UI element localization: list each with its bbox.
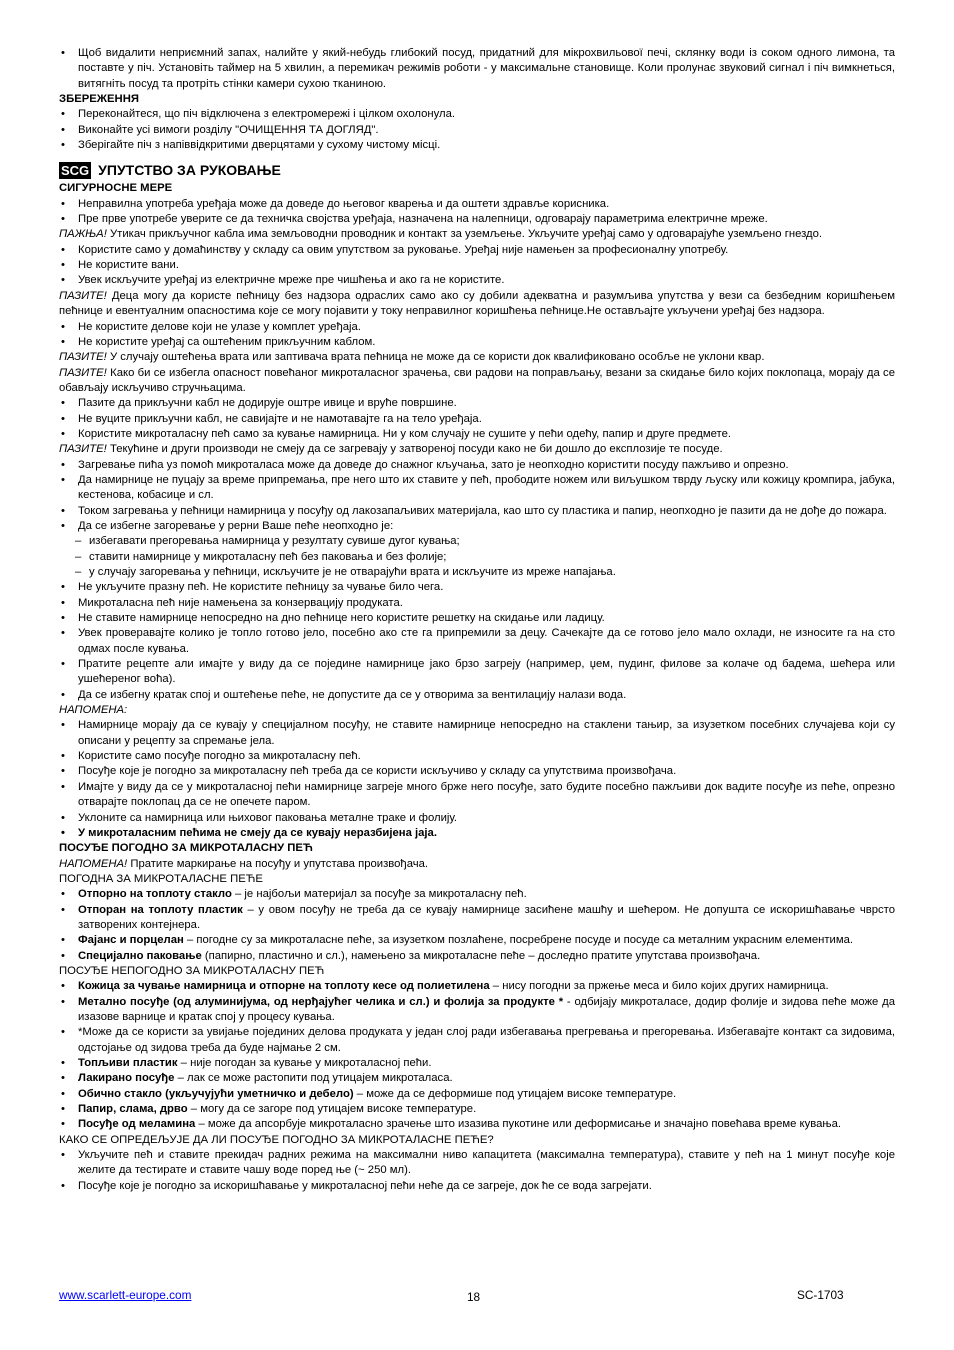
list-item: • Намирнице морају да се кувају у специјалном посуђу, не ставите намирнице непосредно на стаклени тањир, за изузетком посебних случајева који су описани у рецепту за спремање јела.: [59, 718, 895, 749]
cookware-heading: ПОСУЂЕ ПОГОДНО ЗА МИКРОТАЛАСНУ ПЕЋ: [59, 842, 313, 855]
item-term: Фајанс и порцелан: [78, 934, 184, 947]
list-item: [59, 979, 895, 994]
list-item: [59, 887, 895, 902]
model-number: SC-1703: [797, 1288, 844, 1302]
list-item: • Не користите вани.: [59, 258, 895, 273]
list-item: • Укључите пећ и ставите прекидач радних режима на максимални ниво капацитета (максимална температура), ставите у пећ на 1 минут посуђе које желите да тестирате и ставите чашу воде поред ње (~ 250 мл).: [59, 1148, 895, 1179]
cookware-note: [59, 857, 895, 872]
item-term: Посуђе од меламина: [78, 1118, 196, 1131]
warning-label: ПАЖЊА!: [59, 228, 107, 241]
sub-list-item: – у случају загоревања у пећници, искључите је не отварајући врата и искључите из мреже напајања.: [59, 565, 895, 580]
note-heading: [59, 703, 895, 718]
list-item: • Не ставите намирнице непосредно на дно пећнице него користите решетку на скидање или ладицу.: [59, 611, 895, 626]
sub-list-item: – избегавати прегоревања намирница у резултату сувише дугог кувања;: [59, 534, 895, 549]
item-term: Кожица за чување намирница и отпорне на топлоту кесе од полиетилена: [78, 980, 490, 993]
item-text: – није погодан за кување у микроталасној пећи.: [177, 1057, 432, 1069]
item-text: – нису погодни за пржење меса и било којих других намирница.: [489, 980, 829, 993]
list-item: • Посуђе које је погодно за искоришћавање у микроталасној пећи неће да се загреје, док ће се вода загрејати.: [59, 1179, 895, 1194]
item-term: Лакирано посуђе: [78, 1072, 175, 1085]
warning-text: Деца могу да користе пећницу без надзора одраслих само ако су добили адекватна и разумљива упутства у вези са безбедним коришћењем пећнице и евентуалним опасностима које се могу појавити у току неправилног коришћења пећнице.Не остављајте укључени уређај без надзора.: [59, 289, 895, 318]
list-item: • Загревање пића уз помоћ микроталаса може да доведе до снажног кључања, зато је неопходно користити посуду пажљиво и опрезно.: [59, 458, 895, 473]
warning-label: ПАЗИТЕ!: [59, 289, 107, 302]
storage-heading: ЗБЕРЕЖЕННЯ: [59, 93, 139, 106]
list-item: • Не користите делове који не улазе у комплет уређаја.: [59, 320, 895, 335]
item-term: Топљиви пластик: [78, 1057, 178, 1069]
list-item: • Не користите уређај са оштећеним прикључним каблом.: [59, 335, 895, 350]
page-footer: [59, 1288, 895, 1304]
language-badge: SCG: [61, 163, 90, 179]
item-term: Отпорно на топлоту стакло: [78, 888, 232, 901]
list-item: • Щоб видалити неприємний запах, налийте у який-небудь глибокий посуд, придатний для мікрохвильової печі, склянку води із соком одного лимона, та поставте у піч. Установіть таймер на 5 хвилин, а перемикач режимів роботи - у максимальне становище. Коли пролунає звуковий сигнал і піч вимкнеться, витягніть посуд та протріть стінки камери сухою тканиною.: [59, 46, 895, 92]
list-item: • Уклоните са намирница или њиховог паковања металне траке и фолију.: [59, 811, 895, 826]
list-item: [59, 933, 895, 948]
list-item: • Да се избегне загоревање у рерни Ваше пеће неопходно је:: [59, 519, 895, 534]
warning-text: У случају оштећења врата или заптивача врата пећница не може да се користи док квалификовано особље не уклони квар.: [106, 351, 765, 364]
note-label: НАПОМЕНА!: [59, 857, 128, 870]
list-item: [59, 949, 895, 964]
list-item: • Посуђе које је погодно за микроталасну пећ треба да се користи искључиво у складу са упутствима произвођача.: [59, 764, 895, 779]
item-text: – лак се може растопити под утицајем микроталаса.: [174, 1072, 453, 1085]
list-item: • Переконайтеся, що піч відключена з електромережі і цілком охолонула.: [59, 107, 895, 122]
list-item: [59, 995, 895, 1026]
item-term: Папир, слама, дрво: [78, 1103, 188, 1116]
suitable-heading: ПОГОДНА ЗА МИКРОТАЛАСНЕ ПЕЋЕ: [59, 872, 263, 885]
sub-list-item: – ставити намирнице у микроталасну пећ без паковања и без фолије;: [59, 550, 895, 565]
page-number: 18: [467, 1290, 481, 1304]
list-item: [59, 1056, 895, 1071]
list-item: • *Може да се користи за увијање појединих делова продуката у један слој ради избегавања прегревања и прегоревања. Избегавајте контакт са зидовима, одстојање од зидова треба да буде најмање 2 cм.: [59, 1025, 895, 1056]
list-item: • У микроталасним пећима не смеју да се кувају неразбијена jаја.: [59, 826, 895, 841]
item-term: Отпоран на топлоту пластик: [78, 903, 243, 916]
warning-label: ПАЗИТЕ!: [59, 366, 107, 379]
list-item: • Микроталасна пећ није намењена за конзервацију продуката.: [59, 596, 895, 611]
item-term: Метално посуђе (од алуминијума, од нерђајућег челика и сл.) и фолија за продукте *: [78, 995, 564, 1008]
list-item: • Увек проверавајте колико је топло готово јело, посебно ако сте га припремили за децу. Сачекајте да се готово јело мало охлади, не износите га на сто одмах после кувања.: [59, 626, 895, 657]
warning-paragraph: [59, 442, 895, 457]
section-title: УПУТСТВО ЗА РУКОВАЊЕ: [98, 162, 281, 179]
item-text: – је најбољи материјал за посуђе за микроталасну пећ.: [231, 888, 527, 901]
warning-paragraph: [59, 227, 895, 242]
list-item: • Неправилна употреба уређаја може да доведе до његовог кварења и да оштети здравље корисника.: [59, 197, 895, 212]
item-text: – у овом посуђу не треба да се кувају намирнице засићене машћу и шећером. Не допушта се искоришћавање чврсто затворених контејнера.: [78, 903, 896, 931]
item-text: – могу да се загоре под утицајем високе температуре.: [187, 1103, 477, 1116]
warning-paragraph: [59, 289, 895, 320]
list-item: • Пазите да прикључни кабл не додирује оштре ивице и вруће површине.: [59, 396, 895, 411]
warning-text: Како би се избегла опасност повећаног микроталасног зрачења, сви радови на поправљању, везани за скидање било којих поклопаца, морају да се обављају искључиво стручњацима.: [59, 366, 895, 394]
list-item: • Пре прве употребе уверите се да техничка својства уређаја, назначена на налепници, одговарају параметрима електричне мреже.: [59, 212, 895, 227]
list-item: • Не укључите празну пећ. Не користите пећницу за чување било чега.: [59, 580, 895, 595]
list-item: • Зберігайте піч з напіввідкритими дверцятами у сухому чистому місці.: [59, 138, 895, 153]
list-item: • Увек искључите уређај из електричне мреже пре чишћења и ако га не користите.: [59, 273, 895, 288]
list-item: • Користите микроталасну пећ само за кување намирница. Ни у ком случају не сушите у пећи одећу, папир и друге предмете.: [59, 427, 895, 442]
list-item: • Не вуците прикључни кабл, не савијајте и не намотавајте га на тело уређаја.: [59, 412, 895, 427]
list-item: • Да се избегну кратак спој и оштећење пеће, не допустите да се у отворима за вентилацију налази вода.: [59, 688, 895, 703]
list-item: • Имајте у виду да се у микроталасној пећи намирнице загрејe много брже него посуђе, зато будите посебно пажљиви док вадите посуђе из пеће, опрезно отварајте поклопац да се не опечете паром.: [59, 780, 895, 811]
list-item: • Да намирнице не пуцају за време припремања, пре него што их ставите у пећ, прободите ножем или виљушком тврду љуску или кожицу кромпира, јабука, кестенова, кобасице и сл.: [59, 473, 895, 504]
item-text: (папирно, пластично и сл.), намењено за микроталасне пеће – доследно пратите упутстава произвођача.: [201, 949, 761, 962]
warning-text: Текућине и други производи не смеју да се загревају у затвореној посуди како не би дошло до експлозије те посуде.: [106, 443, 723, 456]
item-term: Специјално паковање: [78, 949, 202, 962]
section-heading: [59, 162, 895, 179]
website-link[interactable]: www.scarlett-europe.com: [59, 1288, 192, 1302]
warning-paragraph: [59, 366, 895, 397]
warning-text: Утикач прикључног кабла има земљоводни проводник и контакт за уземљење. Укључите уређај само у одговарајуће уземљено гнездо.: [106, 228, 823, 241]
list-item: • Током загревања у пећници намирница у посуђу од лакозапаљивих материјала, као што су пластика и папир, неопходно је пазити да не дође до пожара.: [59, 504, 895, 519]
item-text: – може да се деформише под утицајем високе температуре.: [353, 1087, 677, 1100]
warning-label: ПАЗИТЕ!: [59, 351, 107, 364]
list-item: [59, 1102, 895, 1117]
list-item: [59, 1087, 895, 1102]
test-heading: КАКО СЕ ОПРЕДЕЉУЈЕ ДА ЛИ ПОСУЂЕ ПОГОДНО ЗА МИКРОТАЛАСНЕ ПЕЋЕ?: [59, 1133, 494, 1146]
list-item: • Користите само у домаћинству у складу са овим упутством за руковање. Уређај није намењен за професионалну употребу.: [59, 243, 895, 258]
list-item: [59, 1117, 895, 1132]
note-label: НАПОМЕНА:: [59, 704, 128, 717]
unsuitable-heading: ПОСУЂЕ НЕПОГОДНО ЗА МИКРОТАЛАСНУ ПЕЋ: [59, 964, 325, 977]
warning-paragraph: [59, 350, 895, 365]
list-item: • Пратите рецепте али имајте у виду да се поједине намирнице јако брзо загреју (например, џем, пудинг, филове за колаче од бадема, шећера или ушећереног воћа).: [59, 657, 895, 688]
list-item: • Користите само посуђе погодно за микроталасну пећ.: [59, 749, 895, 764]
item-term: Обично стакло (укључујући уметничко и дебело): [78, 1087, 354, 1100]
item-text: – може да апсорбује микроталасно зрачење што изазива пукотине или деформисање и значајно повећава време кувања.: [195, 1118, 842, 1131]
warning-label: ПАЗИТЕ!: [59, 443, 107, 456]
note-text: Пратите маркирање на посуђу и упутстава произвођача.: [127, 857, 429, 870]
list-item: [59, 1071, 895, 1086]
list-item: [59, 903, 895, 934]
page-body: [59, 46, 895, 1194]
list-item: • Виконайте усі вимоги розділу "ОЧИЩЕННЯ ТА ДОГЛЯД".: [59, 123, 895, 138]
safety-heading: СИГУРНОСНЕ МЕРЕ: [59, 182, 173, 195]
item-text: – погодне су за микроталасне пеће, за изузетком позлаћене, посребрене посуде и посуде са металним украсним елементима.: [183, 934, 854, 947]
item-text: - одбијају микроталасе, додир фолије и зидова пеће може да изазове варнице и кратак спој у процесу кувања.: [78, 995, 896, 1023]
